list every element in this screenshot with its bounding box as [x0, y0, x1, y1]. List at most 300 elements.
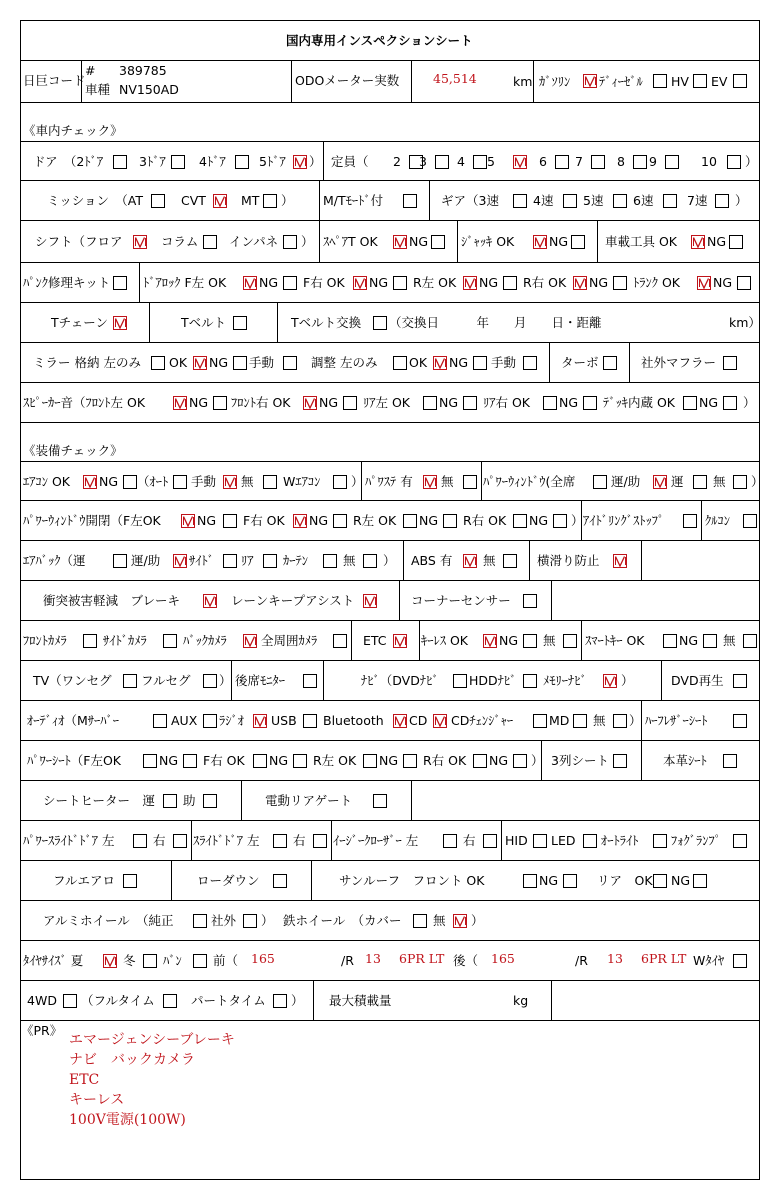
smartkey-ok-checkbox[interactable]: [663, 634, 677, 648]
pw-fl-ok-checkbox[interactable]: [181, 514, 195, 528]
muffler-label: 社外マフラー: [641, 355, 717, 370]
oneseg-checkbox[interactable]: [123, 674, 137, 688]
speaker-rl-label: ﾘｱ左 OK: [363, 395, 411, 410]
lane-checkbox[interactable]: [363, 594, 377, 608]
divider: [581, 621, 582, 660]
mirror-ok-checkbox[interactable]: [193, 356, 207, 370]
spare-label: ｽﾍﾟｱT OK: [323, 234, 378, 249]
airbag-d-checkbox[interactable]: [113, 554, 127, 568]
aux-checkbox[interactable]: [203, 714, 217, 728]
fog-label: ﾌｫｸﾞﾗﾝﾌﾟ: [671, 833, 722, 848]
fuel-diesel-checkbox[interactable]: [653, 74, 667, 88]
tire-van-checkbox[interactable]: [193, 954, 207, 968]
capacity-cap7-label: 7: [575, 154, 583, 169]
tv-row: [21, 661, 759, 701]
led-checkbox[interactable]: [583, 834, 597, 848]
pw-dp-checkbox[interactable]: [653, 475, 667, 489]
cruise-checkbox[interactable]: [743, 514, 757, 528]
divider: [549, 343, 550, 382]
idle-checkbox[interactable]: [683, 514, 697, 528]
fulltime-label: （フルタイム: [81, 993, 155, 1008]
turbo-label: ターボ: [561, 355, 599, 370]
pw-fr-ok-checkbox[interactable]: [293, 514, 307, 528]
speaker-rl-ng-checkbox[interactable]: [463, 396, 477, 410]
radio-checkbox[interactable]: [253, 714, 267, 728]
speaker-rr-ng-checkbox[interactable]: [583, 396, 597, 410]
doorlock-fr-ok-checkbox[interactable]: [353, 276, 367, 290]
pseat-rl-ok-checkbox[interactable]: [363, 754, 377, 768]
capacity-cap8-label: 8: [617, 154, 625, 169]
pw-d-checkbox[interactable]: [693, 475, 707, 489]
pw-rr-ok-checkbox[interactable]: [513, 514, 527, 528]
pw-rr-ng-checkbox[interactable]: [553, 514, 567, 528]
trunk-ng-checkbox[interactable]: [737, 276, 751, 290]
tools-ng-label: NG: [707, 234, 727, 249]
sunroof-rear-ng-checkbox[interactable]: [693, 874, 707, 888]
pw-oc-close: ）: [571, 513, 584, 528]
jack-ng-label: NG: [549, 234, 569, 249]
easy-right-checkbox[interactable]: [483, 834, 497, 848]
at-checkbox[interactable]: [151, 194, 165, 208]
pseat-rr-ng-checkbox[interactable]: [513, 754, 527, 768]
door-3-label: 3ﾄﾞｱ: [139, 154, 166, 169]
speaker-fr-ng-label: NG: [319, 395, 339, 410]
pw-fl-ng-label: NG: [197, 513, 217, 528]
aircon-manual-label: 手動: [191, 474, 217, 489]
psd-right-checkbox[interactable]: [173, 834, 187, 848]
heater-d-checkbox[interactable]: [163, 794, 177, 808]
collision-row: [21, 581, 759, 621]
capacity-cap3-checkbox[interactable]: [435, 155, 449, 169]
sunroof-rear-ok-checkbox[interactable]: [653, 874, 667, 888]
mirror-manual-label: 手動: [249, 355, 275, 370]
tire-rear-r-label: /R: [575, 953, 588, 968]
door-4-checkbox[interactable]: [235, 155, 249, 169]
aircon-ok-checkbox[interactable]: [83, 475, 97, 489]
wac-label: Wｴｱｺﾝ: [283, 474, 321, 489]
divider: [319, 181, 320, 220]
speaker-close: ）: [743, 395, 756, 410]
easy-label: ｲｰｼﾞｰｸﾛｰｻﾞｰ 左: [333, 833, 419, 848]
sunroof-rear-label: リア OK: [597, 873, 653, 888]
dvd-checkbox[interactable]: [733, 674, 747, 688]
airbag-rear-checkbox[interactable]: [263, 554, 277, 568]
aircon-manual-checkbox[interactable]: [223, 475, 237, 489]
doorlock-rr-ng-checkbox[interactable]: [613, 276, 627, 290]
liftgate-checkbox[interactable]: [373, 794, 387, 808]
bt-checkbox[interactable]: [393, 714, 407, 728]
hid-checkbox[interactable]: [533, 834, 547, 848]
sd-right-checkbox[interactable]: [313, 834, 327, 848]
aircon-row: [21, 461, 764, 501]
mt-checkbox[interactable]: [263, 194, 277, 208]
interior-section-row: [21, 103, 759, 141]
model-value: NV150AD: [119, 82, 179, 97]
capacity-label: 定員（: [331, 154, 369, 169]
mission-close: ）: [281, 193, 294, 208]
heater-row: [21, 781, 759, 821]
page-title: 国内専用インスペクションシート: [286, 33, 473, 48]
speaker-deck-ng-checkbox[interactable]: [723, 396, 737, 410]
divider: [323, 142, 324, 180]
fullseg-checkbox[interactable]: [203, 674, 217, 688]
4wd-close: ）: [291, 993, 304, 1008]
third-row-label: 3列シート: [551, 753, 609, 768]
tv-label: TV（ワンセグ: [33, 673, 112, 688]
capacity-cap7-checkbox[interactable]: [591, 155, 605, 169]
divider: [701, 501, 702, 540]
pseat-fl-ng-checkbox[interactable]: [183, 754, 197, 768]
header-row: [21, 61, 759, 103]
autolight-checkbox[interactable]: [653, 834, 667, 848]
md-label: MD: [549, 713, 570, 728]
half-leather-checkbox[interactable]: [733, 714, 747, 728]
pst-none-checkbox[interactable]: [463, 475, 477, 489]
4wd-checkbox[interactable]: [63, 994, 77, 1008]
pw-rr-ng-label: NG: [529, 513, 549, 528]
fullseg-label: フルセグ: [141, 673, 191, 688]
gear-4-checkbox[interactable]: [563, 194, 577, 208]
capacity-cap5-checkbox[interactable]: [513, 155, 527, 169]
hdd-navi-checkbox[interactable]: [523, 674, 537, 688]
divider: [277, 303, 278, 342]
capacity-cap9-checkbox[interactable]: [665, 155, 679, 169]
speaker-rl-ok-checkbox[interactable]: [423, 396, 437, 410]
mirror-ng-label: NG: [209, 355, 229, 370]
jack-ng-checkbox[interactable]: [571, 235, 585, 249]
adjust-ok-checkbox[interactable]: [433, 356, 447, 370]
wtire-checkbox[interactable]: [733, 954, 747, 968]
rear-monitor-checkbox[interactable]: [303, 674, 317, 688]
tire-row: [21, 941, 759, 981]
hdd-navi-label: HDDﾅﾋﾞ: [469, 673, 517, 688]
airbag-curtain-checkbox[interactable]: [323, 554, 337, 568]
abs-none-label: 無: [483, 553, 496, 568]
gear-3-checkbox[interactable]: [513, 194, 527, 208]
divider: [661, 661, 662, 700]
puncture-checkbox[interactable]: [113, 276, 127, 290]
tire-summer-checkbox[interactable]: [103, 954, 117, 968]
pr-row: [21, 1021, 759, 1179]
doorlock-rr-ok-checkbox[interactable]: [573, 276, 587, 290]
divider: [351, 621, 352, 660]
equipment-section-title: 《装備チェック》: [23, 443, 123, 458]
puncture-label: ﾊﾟﾝｸ修理キット: [23, 275, 111, 290]
heater-p-checkbox[interactable]: [203, 794, 217, 808]
abs-none-checkbox[interactable]: [503, 554, 517, 568]
speaker-fr-ng-checkbox[interactable]: [343, 396, 357, 410]
tchain-checkbox[interactable]: [113, 316, 127, 330]
abs-yes-checkbox[interactable]: [463, 554, 477, 568]
gear-7-checkbox[interactable]: [715, 194, 729, 208]
sd-right-label: 右: [293, 833, 306, 848]
pw-fl-ng-checkbox[interactable]: [223, 514, 237, 528]
capacity-cap8-checkbox[interactable]: [633, 155, 647, 169]
third-row-checkbox[interactable]: [613, 754, 627, 768]
pst-yes-checkbox[interactable]: [423, 475, 437, 489]
doorlock-fl-label: ﾄﾞｱﾛｯｸ F左 OK: [143, 275, 227, 290]
capacity-close: ）: [745, 154, 758, 169]
mission-row: [21, 181, 759, 221]
divider: [641, 741, 642, 780]
tbelt-change-date: （交換日 年 月 日・距離: [389, 315, 602, 330]
turbo-checkbox[interactable]: [603, 356, 617, 370]
scam-checkbox[interactable]: [163, 634, 177, 648]
idle-label: ｱｲﾄﾞﾘﾝｸﾞｽﾄｯﾌﾟ: [583, 513, 665, 528]
aircon-ng-checkbox[interactable]: [123, 475, 137, 489]
doorlock-rl-ng-checkbox[interactable]: [503, 276, 517, 290]
divider: [403, 541, 404, 580]
easy-left-checkbox[interactable]: [443, 834, 457, 848]
pseat-rr-ok-checkbox[interactable]: [473, 754, 487, 768]
divider: [399, 581, 400, 620]
speaker-fr-ok-checkbox[interactable]: [303, 396, 317, 410]
pseat-rl-ng-checkbox[interactable]: [403, 754, 417, 768]
fuel-gasoline-label: ｶﾞｿﾘﾝ: [539, 74, 571, 89]
md-checkbox[interactable]: [573, 714, 587, 728]
pw-rl-label: R左 OK: [353, 513, 397, 528]
capacity-cap10-checkbox[interactable]: [727, 155, 741, 169]
bcam-checkbox[interactable]: [243, 634, 257, 648]
etc-checkbox[interactable]: [393, 634, 407, 648]
wac-checkbox[interactable]: [333, 475, 347, 489]
adjust-ok-label: OK: [409, 355, 428, 370]
speaker-deck-ok-checkbox[interactable]: [683, 396, 697, 410]
trunk-ok-checkbox[interactable]: [697, 276, 711, 290]
smartkey-ng-checkbox[interactable]: [703, 634, 717, 648]
pw-none-checkbox[interactable]: [733, 475, 747, 489]
gear-close: ）: [735, 193, 748, 208]
equipment-section-row: [21, 423, 759, 461]
sunroof-front-ng-label: NG: [539, 873, 559, 888]
pw-d-label: 運: [671, 474, 684, 489]
doorlock-rl-ng-label: NG: [479, 275, 499, 290]
maxload-label: 最大積載量: [329, 993, 392, 1008]
divider: [139, 263, 140, 302]
doorlock-fr-ng-label: NG: [369, 275, 389, 290]
spare-ng-label: NG: [409, 234, 429, 249]
mem-navi-checkbox[interactable]: [603, 674, 617, 688]
half-leather-label: ﾊｰﾌﾚｻﾞｰｼｰﾄ: [645, 713, 708, 728]
airbag-dp-checkbox[interactable]: [173, 554, 187, 568]
title-row: [21, 21, 759, 61]
sunroof-front-ng-checkbox[interactable]: [563, 874, 577, 888]
lowdown-checkbox[interactable]: [273, 874, 287, 888]
heater-label: シートヒーター 運: [43, 793, 156, 808]
pseat-fl-ok-checkbox[interactable]: [143, 754, 157, 768]
acam-label: 全周囲ｶﾒﾗ: [261, 633, 318, 648]
divider: [241, 781, 242, 820]
gear-5-checkbox[interactable]: [613, 194, 627, 208]
pseat-fr-ok-checkbox[interactable]: [253, 754, 267, 768]
hid-label: HID: [505, 833, 528, 848]
fullaero-checkbox[interactable]: [123, 874, 137, 888]
parttime-checkbox[interactable]: [273, 994, 287, 1008]
tire-front-r-label: /R: [341, 953, 354, 968]
airbag-dp-label: 運/助: [131, 553, 161, 568]
pw-fr-ng-checkbox[interactable]: [333, 514, 347, 528]
navi-close: ）: [621, 673, 634, 688]
corner-checkbox[interactable]: [523, 594, 537, 608]
etc-label: ETC: [363, 633, 387, 648]
spare-ok-checkbox[interactable]: [393, 235, 407, 249]
fcam-label: ﾌﾛﾝﾄｶﾒﾗ: [23, 633, 67, 648]
doorlock-row: [21, 263, 759, 303]
capacity-cap6-checkbox[interactable]: [555, 155, 569, 169]
speaker-row: [21, 383, 759, 423]
mirror-ok-label: OK: [169, 355, 188, 370]
dvd-navi-checkbox[interactable]: [453, 674, 467, 688]
sd-left-checkbox[interactable]: [273, 834, 287, 848]
sunroof-front-ok-checkbox[interactable]: [523, 874, 537, 888]
keyless-label: ｷｰﾚｽ OK: [421, 633, 469, 648]
doorlock-fl-ng-checkbox[interactable]: [283, 276, 297, 290]
divider: [551, 581, 552, 620]
pseat-row: [21, 741, 759, 781]
mirror-row: [21, 343, 759, 383]
aircon-ng-label: NG: [99, 474, 119, 489]
fulltime-checkbox[interactable]: [163, 994, 177, 1008]
capacity-cap4-checkbox[interactable]: [473, 155, 487, 169]
aircon-auto-checkbox[interactable]: [173, 475, 187, 489]
tire-rear-rim: 13: [607, 951, 623, 966]
muffler-checkbox[interactable]: [723, 356, 737, 370]
leather-checkbox[interactable]: [723, 754, 737, 768]
pw-all-checkbox[interactable]: [593, 475, 607, 489]
tbelt-change-checkbox[interactable]: [373, 316, 387, 330]
aircon-none-checkbox[interactable]: [263, 475, 277, 489]
divider: [533, 61, 534, 102]
airbag-side-checkbox[interactable]: [223, 554, 237, 568]
speaker-fl-ok-checkbox[interactable]: [173, 396, 187, 410]
fuel-gasoline-checkbox[interactable]: [583, 74, 597, 88]
cvt-checkbox[interactable]: [213, 194, 227, 208]
alum-genuine-checkbox[interactable]: [193, 914, 207, 928]
pw-none-label: 無: [713, 474, 726, 489]
mirror-left-checkbox[interactable]: [151, 356, 165, 370]
gear-6-checkbox[interactable]: [663, 194, 677, 208]
corner-label: コーナーセンサー: [411, 593, 511, 608]
pw-rl-ng-checkbox[interactable]: [443, 514, 457, 528]
acam-checkbox[interactable]: [333, 634, 347, 648]
keyless-ng-checkbox[interactable]: [523, 634, 537, 648]
mirror-manual-checkbox[interactable]: [283, 356, 297, 370]
steel-none-checkbox[interactable]: [453, 914, 467, 928]
tools-ok-checkbox[interactable]: [691, 235, 705, 249]
tire-front-label: 前（: [213, 953, 239, 968]
cd-label: CD: [409, 713, 428, 728]
adjust-ng-checkbox[interactable]: [473, 356, 487, 370]
usb-checkbox[interactable]: [303, 714, 317, 728]
divider: [629, 343, 630, 382]
slide-row: [21, 821, 759, 861]
alum-close: ）: [261, 913, 274, 928]
doorlock-fl-ok-checkbox[interactable]: [243, 276, 257, 290]
divider: [429, 181, 430, 220]
adjust-left-checkbox[interactable]: [393, 356, 407, 370]
floor-checkbox[interactable]: [133, 235, 147, 249]
alum-label: アルミホイール （純正: [43, 913, 174, 928]
heater-p-label: 助: [183, 793, 196, 808]
airbag-none-label: 無: [343, 553, 356, 568]
easy-right-label: 右: [463, 833, 476, 848]
pr-line: ナビ バックカメラ: [69, 1052, 195, 1068]
tools-ng-checkbox[interactable]: [729, 235, 743, 249]
steel-cover-checkbox[interactable]: [413, 914, 427, 928]
capacity-cap6-label: 6: [539, 154, 547, 169]
alum-after-checkbox[interactable]: [243, 914, 257, 928]
fcam-checkbox[interactable]: [83, 634, 97, 648]
jack-ok-checkbox[interactable]: [533, 235, 547, 249]
steel-label: 鉄ホイール （カバー: [283, 913, 402, 928]
speaker-fl-ng-checkbox[interactable]: [213, 396, 227, 410]
divider: [529, 541, 530, 580]
door-2-checkbox[interactable]: [113, 155, 127, 169]
audio-none-checkbox[interactable]: [613, 714, 627, 728]
tbelt-checkbox[interactable]: [233, 316, 247, 330]
capacity-cap3-label: 3: [419, 154, 427, 169]
instpanel-checkbox[interactable]: [283, 235, 297, 249]
speaker-rr-ok-checkbox[interactable]: [543, 396, 557, 410]
code-label: 日巨コード: [23, 73, 86, 88]
tire-winter-checkbox[interactable]: [143, 954, 157, 968]
capacity-cap4-label: 4: [457, 154, 465, 169]
cruise-label: ｸﾙｺﾝ: [705, 513, 731, 528]
doorlock-fr-ng-checkbox[interactable]: [393, 276, 407, 290]
tbelt-row: [21, 303, 759, 343]
keyless-ok-checkbox[interactable]: [483, 634, 497, 648]
tire-van-label: ﾊﾞﾝ: [163, 953, 182, 968]
cdch-checkbox[interactable]: [533, 714, 547, 728]
fuel-hv-checkbox[interactable]: [693, 74, 707, 88]
psd-left-checkbox[interactable]: [133, 834, 147, 848]
smartkey-none-checkbox[interactable]: [743, 634, 757, 648]
skid-label: 横滑り防止: [537, 553, 600, 568]
doorlock-rl-ok-checkbox[interactable]: [463, 276, 477, 290]
doorlock-fr-label: F右 OK: [303, 275, 345, 290]
mem-navi-label: ﾒﾓﾘｰﾅﾋﾞ: [543, 673, 587, 688]
mirror-ng-checkbox[interactable]: [233, 356, 247, 370]
fog-checkbox[interactable]: [733, 834, 747, 848]
alum-after-label: 社外: [211, 913, 237, 928]
keyless-none-checkbox[interactable]: [563, 634, 577, 648]
4wd-row: [21, 981, 759, 1021]
divider: [419, 621, 420, 660]
steel-none-label: 無: [433, 913, 446, 928]
jack-label: ｼﾞｬｯｷ OK: [461, 234, 515, 249]
shift-row: [21, 221, 759, 263]
mserver-checkbox[interactable]: [153, 714, 167, 728]
fuel-ev-checkbox[interactable]: [733, 74, 747, 88]
abs-label: ABS 有: [411, 553, 453, 568]
door-3-checkbox[interactable]: [171, 155, 185, 169]
column-checkbox[interactable]: [203, 235, 217, 249]
mt-mode-checkbox[interactable]: [403, 194, 417, 208]
spare-ng-checkbox[interactable]: [431, 235, 445, 249]
collision-checkbox[interactable]: [203, 594, 217, 608]
skid-checkbox[interactable]: [613, 554, 627, 568]
airbag-none-checkbox[interactable]: [363, 554, 377, 568]
usb-label: USB: [271, 713, 297, 728]
airbag-rear-label: ﾘｱ: [241, 553, 254, 568]
speaker-rr-label: ﾘｱ右 OK: [483, 395, 531, 410]
aircon-close: ）: [351, 474, 364, 489]
pw-rl-ok-checkbox[interactable]: [403, 514, 417, 528]
cd-checkbox[interactable]: [433, 714, 447, 728]
adjust-manual-checkbox[interactable]: [523, 356, 537, 370]
door-5-checkbox[interactable]: [293, 155, 307, 169]
pseat-fr-ng-checkbox[interactable]: [293, 754, 307, 768]
